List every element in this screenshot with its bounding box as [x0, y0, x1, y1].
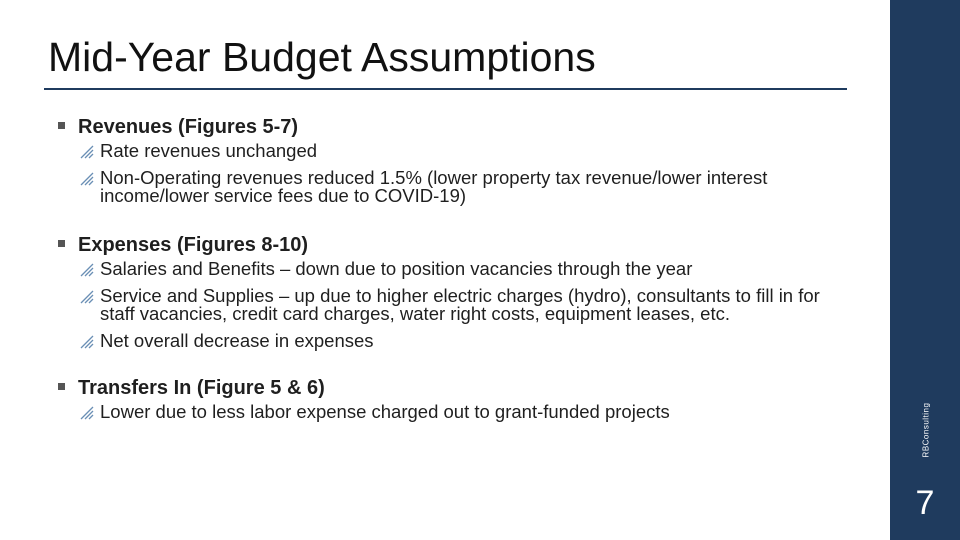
slide-body [58, 114, 858, 430]
section-transfers-in [58, 375, 858, 421]
section-revenues [58, 114, 858, 205]
list-item-text: Service and Supplies – up due to higher electric charges (hydro), consultants to fill in for staff vacancies, credit card charges, water right costs, equipment leases, etc. [100, 285, 820, 324]
section-expenses [58, 232, 858, 350]
swoosh-bullet-icon [80, 172, 94, 186]
list-item [80, 260, 858, 278]
square-bullet-icon [58, 122, 65, 129]
swoosh-bullet-icon [80, 290, 94, 304]
list-item-text: Lower due to less labor expense charged out to grant-funded projects [100, 401, 670, 422]
list-item-text: Salaries and Benefits – down due to position vacancies through the year [100, 258, 693, 279]
swoosh-bullet-icon [80, 406, 94, 420]
list-item-text: Rate revenues unchanged [100, 140, 318, 161]
section-heading [58, 232, 858, 258]
section-heading-text: Transfers In (Figure 5 & 6) [78, 377, 325, 399]
list-item [80, 142, 858, 160]
swoosh-bullet-icon [80, 145, 94, 159]
right-sidebar-band [890, 0, 960, 540]
swoosh-bullet-icon [80, 263, 94, 277]
section-heading-text: Expenses (Figures 8-10) [78, 234, 309, 256]
title-underline [44, 88, 847, 90]
section-heading [58, 114, 858, 140]
list-item-text: Non-Operating revenues reduced 1.5% (lower property tax revenue/lower interest income/lower service fees due to COVID-19) [100, 167, 768, 206]
square-bullet-icon [58, 383, 65, 390]
list-item [80, 169, 858, 205]
list-item [80, 287, 858, 323]
slide-title: Mid-Year Budget Assumptions [48, 34, 596, 80]
swoosh-bullet-icon [80, 335, 94, 349]
list-item-text: Net overall decrease in expenses [100, 330, 374, 351]
sidebar-brand-label: RBConsulting [921, 402, 931, 458]
list-item [80, 403, 858, 421]
list-item [80, 332, 858, 350]
page-number: 7 [915, 484, 935, 522]
section-heading-text: Revenues (Figures 5-7) [78, 116, 299, 138]
section-heading [58, 375, 858, 401]
square-bullet-icon [58, 240, 65, 247]
